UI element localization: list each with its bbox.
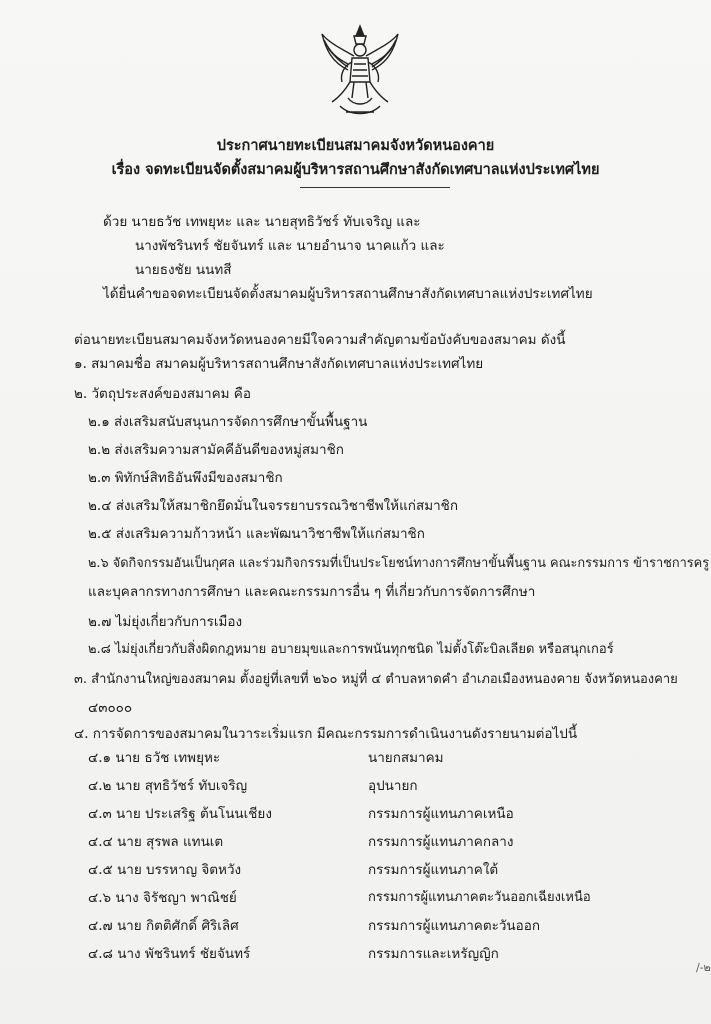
objective-2-6-continued: และบุคลากรทางการศึกษา และคณะกรรมการอื่น ๆ ที่เกี่ยวกับการจัดการศึกษา — [88, 584, 536, 600]
committee-member-position: กรรมการผู้แทนภาคกลาง — [368, 834, 514, 850]
committee-member-name: ๔.๖ นาง จิรัชญา พาณิชย์ — [88, 890, 237, 906]
committee-member-position: กรรมการผู้แทนภาคใต้ — [368, 862, 499, 878]
committee-member-name: ๔.๘ นาง พัชรินทร์ ชัยจันทร์ — [88, 946, 251, 962]
item-4-heading: ๔. การจัดการของสมาคมในวาระเริ่มแรก มีคณะกรรมการดำเนินงานดังรายนามต่อไปนี้ — [74, 726, 578, 742]
body-intro: ต่อนายทะเบียนสมาคมจังหวัดหนองคายมีใจความสำคัญตามข้อบังคับของสมาคม ดังนี้ — [74, 332, 566, 348]
applicants-line-3: นายธงชัย นนทสี — [135, 262, 232, 278]
committee-member-position: กรรมการผู้แทนภาคตะวันออก — [368, 918, 541, 934]
objective-2-4: ๒.๔ ส่งเสริมให้สมาชิกยึดมั่นในจรรยาบรรณวิชาชีพให้แก่สมาชิก — [88, 498, 459, 514]
applicants-line-1: ด้วย นายธวัช เทพยุหะ และ นายสุทธิวัชร์ ทับเจริญ และ — [103, 214, 421, 230]
announcement-title: ประกาศนายทะเบียนสมาคมจังหวัดหนองคาย — [216, 137, 495, 154]
item-3-postcode: ๔๓๐๐๐ — [88, 700, 133, 716]
objective-2-1: ๒.๑ ส่งเสริมสนับสนุนการจัดการศึกษาขั้นพื้นฐาน — [88, 414, 368, 430]
objective-2-6: ๒.๖ จัดกิจกรรมอันเป็นกุศล และร่วมกิจกรรมที่เป็นประโยชน์ทางการศึกษาขั้นพื้นฐาน คณะกรรมการ ข้าราชการครู — [88, 556, 710, 571]
committee-member-name: ๔.๓ นาย ประเสริฐ ต้นโนนเชียง — [88, 806, 272, 822]
objective-2-3: ๒.๓ พิทักษ์สิทธิอันพึงมีของสมาชิก — [88, 470, 283, 486]
item-1-name: ๑. สมาคมชื่อ สมาคมผู้บริหารสถานศึกษาสังกัดเทศบาลแห่งประเทศไทย — [74, 356, 484, 372]
objective-2-7: ๒.๗ ไม่ยุ่งเกี่ยวกับการเมือง — [88, 614, 243, 630]
committee-member-position: กรรมการผู้แทนภาคเหนือ — [368, 806, 514, 822]
item-3-address: ๓. สำนักงานใหญ่ของสมาคม ตั้งอยู่ที่เลขที่ ๒๖๐ หมู่ที่ ๔ ตำบลหาดคำ อำเภอเมืองหนองคาย จังหวัดหนองคาย — [74, 672, 678, 687]
applicants-line-2: นางพัชรินทร์ ชัยจันทร์ และ นายอำนาจ นาคแก้ว และ — [135, 238, 445, 254]
committee-member-name: ๔.๑ นาย ธวัช เทพยุหะ — [88, 750, 221, 766]
announcement-subject: เรื่อง จดทะเบียนจัดตั้งสมาคมผู้บริหารสถานศึกษาสังกัดเทศบาลแห่งประเทศไทย — [111, 161, 600, 178]
item-2-heading: ๒. วัตถุประสงค์ของสมาคม คือ — [74, 386, 251, 402]
objective-2-5: ๒.๕ ส่งเสริมความก้าวหน้า และพัฒนาวิชาชีพให้แก่สมาชิก — [88, 526, 425, 542]
committee-member-name: ๔.๔ นาย สุรพล แทนเต — [88, 834, 224, 850]
objective-2-8: ๒.๘ ไม่ยุ่งเกี่ยวกับสิ่งผิดกฎหมาย อบายมุขและการพนันทุกชนิด ไม่ตั้งโต๊ะบิลเลียด หรือสนุกเกอร์ — [88, 642, 614, 657]
applicants-line-4: ได้ยื่นคำขอจดทะเบียนจัดตั้งสมาคมผู้บริหารสถานศึกษาสังกัดเทศบาลแห่งประเทศไทย — [103, 286, 593, 302]
committee-member-name: ๔.๗ นาย กิตติศักดิ์ ศิริเลิศ — [88, 918, 239, 934]
committee-member-position: อุปนายก — [368, 778, 418, 794]
committee-member-position: นายกสมาคม — [368, 750, 444, 766]
title-divider — [300, 187, 450, 188]
page-continuation-mark: /-๒ — [696, 961, 711, 974]
committee-member-name: ๔.๕ นาย บรรหาญ จิตหวัง — [88, 862, 242, 878]
committee-member-name: ๔.๒ นาย สุทธิวัชร์ ทับเจริญ — [88, 778, 248, 794]
committee-member-position: กรรมการและเหรัญญิก — [368, 946, 499, 962]
garuda-emblem-icon — [318, 22, 402, 122]
objective-2-2: ๒.๒ ส่งเสริมความสามัคคีอันดีของหมู่สมาชิก — [88, 442, 344, 458]
committee-member-position: กรรมการผู้แทนภาคตะวันออกเฉียงเหนือ — [368, 890, 591, 905]
